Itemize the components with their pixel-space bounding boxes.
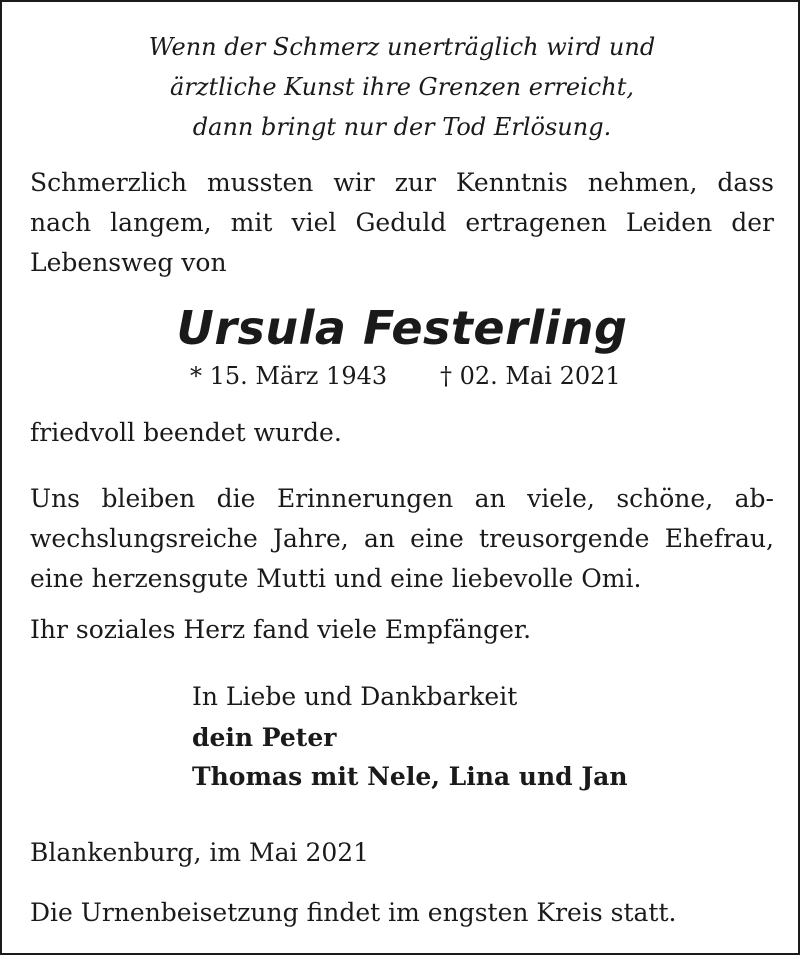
intro-line-1: Schmerzlich mussten wir zur Kenntnis nehmen, dass bbox=[30, 168, 774, 197]
intro-line-2: nach langem, mit viel Geduld ertragenen Leiden der bbox=[30, 208, 774, 237]
memories-line-1: Uns bleiben die Erinnerungen an viele, schöne, ab- bbox=[30, 484, 774, 513]
signature-name-2: Thomas mit Nele, Lina und Jan bbox=[192, 762, 628, 791]
motto-line-3: dann bringt nur der Tod Erlösung. bbox=[192, 113, 612, 141]
deceased-name: Ursula Festerling bbox=[176, 301, 628, 355]
place-date: Blankenburg, im Mai 2021 bbox=[30, 838, 370, 867]
signature-closing: In Liebe und Dankbarkeit bbox=[192, 682, 518, 711]
motto-line-2: ärztliche Kunst ihre Grenzen erreicht, bbox=[170, 73, 634, 101]
signature-name-1: dein Peter bbox=[192, 723, 337, 752]
birth-date: * 15. März 1943 bbox=[190, 362, 388, 390]
ended-line: friedvoll beendet wurde. bbox=[30, 418, 342, 447]
intro-line-3: Lebensweg von bbox=[30, 248, 227, 277]
heart-line: Ihr soziales Herz fand viele Empfänger. bbox=[30, 615, 532, 644]
motto-line-1: Wenn der Schmerz unerträglich wird und bbox=[148, 33, 656, 61]
memories-line-3: eine herzensgute Mutti und eine liebevolle Omi. bbox=[30, 564, 642, 593]
memories-line-2: wechslungsreiche Jahre, an eine treusorgende Ehefrau, bbox=[30, 524, 774, 553]
death-date: † 02. Mai 2021 bbox=[440, 362, 621, 390]
burial-note: Die Urnenbeisetzung findet im engsten Kreis statt. bbox=[30, 898, 677, 927]
